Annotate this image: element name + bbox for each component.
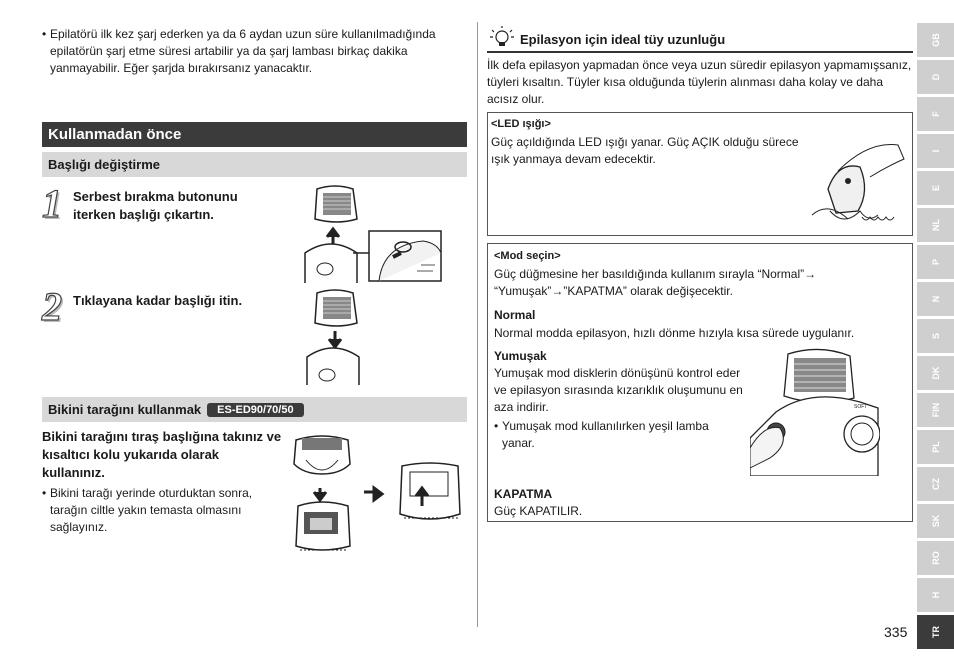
bikini-instruction: Bikini tarağını tıraş başlığına takınız ve kısaltıcı kolu yukarıda olarak kullanınız. (42, 429, 282, 480)
tip-body: İlk defa epilasyon yapmadan önce veya uzun süredir epilasyon yapmamışsanız, tüyleri kısaltın. Tüyler kısa olduğunda tüylerin alınması daha kolay ve daha acısız olur. (487, 58, 912, 106)
lang-tab-d[interactable]: D (917, 60, 954, 94)
subsection-bikini (42, 397, 467, 422)
lang-tab-n[interactable]: N (917, 282, 954, 316)
lightbulb-icon (488, 24, 516, 50)
lang-tab-ro[interactable]: RO (917, 541, 954, 575)
lang-tab-gb[interactable]: GB (917, 23, 954, 57)
column-divider (477, 22, 478, 627)
off-body: Güç KAPATILIR. (494, 504, 583, 518)
off-title: KAPATMA (494, 487, 553, 501)
soft-note (494, 418, 744, 452)
soft-note-text: Yumuşak mod kullanılırken yeşil lamba yanar. (502, 419, 709, 450)
normal-title: Normal (494, 308, 536, 322)
lang-tab-i[interactable]: I (917, 134, 954, 168)
step-1-text: Serbest bırakma butonunu iterken başlığı çıkartın. (73, 189, 238, 222)
bikini-note (42, 485, 282, 536)
lang-tab-sk[interactable]: SK (917, 504, 954, 538)
lang-tab-pl[interactable]: PL (917, 430, 954, 464)
lang-tab-h[interactable]: H (917, 578, 954, 612)
lang-tab-dk[interactable]: DK (917, 356, 954, 390)
lang-tab-s[interactable]: S (917, 319, 954, 353)
mode-body: Güç düğmesine her basıldığında kullanım sırayla “Normal”→ “Yumuşak”→”KAPATMA” olarak değişecektir. (494, 267, 817, 298)
subsection-head-change: Başlığı değiştirme (42, 152, 467, 177)
tip-underline (487, 51, 913, 53)
bikini-comb-illustration (292, 434, 464, 558)
section-title-bar: Kullanmadan önce (42, 122, 467, 147)
soft-title: Yumuşak (494, 349, 547, 363)
led-body: Güç açıldığında LED ışığı yanar. Güç AÇIK olduğu sürece ışık yanmaya devam edecektir. (491, 135, 799, 166)
bikini-title: Bikini tarağını kullanmak (48, 402, 202, 417)
lang-tab-p[interactable]: P (917, 245, 954, 279)
soft-mode-illustration (750, 348, 880, 476)
page-number: 335 (884, 624, 908, 640)
intro-note-text: Epilatörü ilk kez şarj ederken ya da 6 aydan uzun süre kullanılmadığında epilatörün şarj etme süresi artabilir ya da şarj lambası birkaç dakika yanmayabilir. Eğer şarjda bırakırsanız yanacaktır. (50, 27, 436, 75)
mode-title: <Mod seçin> (494, 250, 561, 262)
mode-box (487, 243, 913, 522)
bullet-dot: • (42, 27, 47, 41)
bullet-dot: • (42, 486, 47, 500)
soft-body: Yumuşak mod disklerin dönüşünü kontrol eder ve epilasyon sırasında kızarıklık oluşumunu en aza indirir. (494, 366, 743, 414)
normal-body: Normal modda epilasyon, hızlı dönme hızıyla kısa sürede uygulanır. (494, 326, 855, 340)
step-2-number: 2 (42, 284, 62, 329)
lang-tab-nl[interactable]: NL (917, 208, 954, 242)
lang-tab-cz[interactable]: CZ (917, 467, 954, 501)
led-title: <LED ışığı> (491, 118, 551, 130)
lang-tab-e[interactable]: E (917, 171, 954, 205)
tip-title: Epilasyon için ideal tüy uzunluğu (520, 32, 726, 47)
bullet-dot: • (494, 419, 499, 433)
lang-tab-fin[interactable]: FIN (917, 393, 954, 427)
led-box (487, 112, 913, 236)
lang-tab-f[interactable]: F (917, 97, 954, 131)
lang-tab-tr[interactable]: TR (917, 615, 954, 649)
step-1-illustration (303, 183, 443, 283)
step-2-text: Tıklayana kadar başlığı itin. (73, 293, 243, 308)
intro-note (42, 26, 442, 77)
step-2-illustration (303, 289, 365, 385)
model-badge: ES-ED90/70/50 (207, 403, 303, 417)
step-1-number: 1 (42, 181, 62, 226)
soft-label: SOFT (854, 404, 868, 410)
hand-epilator-illustration (808, 131, 908, 235)
bikini-note-text: Bikini tarağı yerinde oturduktan sonra, tarağın ciltle yakın temasta olmasını sağlayınız. (50, 486, 253, 534)
